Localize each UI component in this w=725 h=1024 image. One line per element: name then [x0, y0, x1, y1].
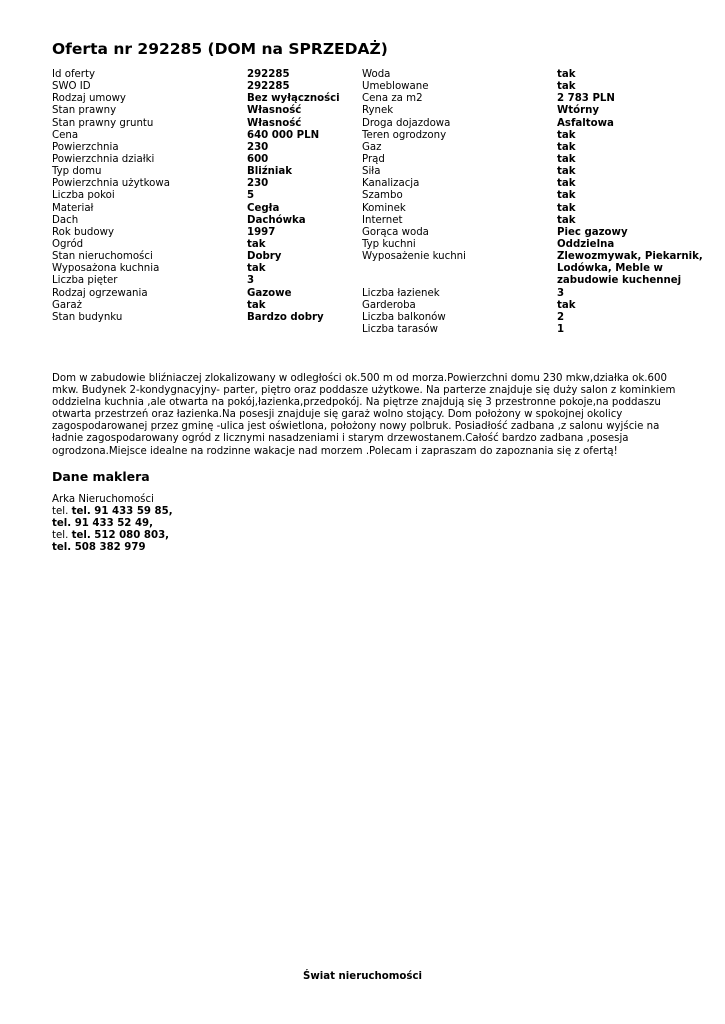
phone-prefix: tel. [52, 530, 69, 542]
field-label: Rok budowy [52, 226, 114, 238]
field-label: Gorąca woda [362, 226, 429, 238]
field-value: tak [557, 129, 576, 141]
field-value: Dobry [247, 251, 282, 263]
phone-number: tel. 91 433 59 85, [71, 506, 173, 518]
field-label: Stan nieruchomości [52, 251, 153, 263]
field-label: Szambo [362, 190, 403, 202]
field-label: Typ domu [52, 166, 102, 178]
field-value: tak [247, 238, 266, 250]
field-label: Garaż [52, 299, 82, 311]
field-value: 5 [247, 190, 255, 202]
field-label: Ogród [52, 238, 84, 250]
field-value: 640 000 PLN [247, 129, 320, 141]
field-label: Teren ogrodzony [362, 129, 447, 141]
field-value: tak [557, 214, 576, 226]
field-value: 230 [247, 141, 269, 153]
page-title: Oferta nr 292285 (DOM na SPRZEDAŻ) [52, 40, 388, 58]
field-label: Wyposażona kuchnia [52, 263, 160, 275]
field-label: Powierzchnia użytkowa [52, 178, 170, 190]
field-label: Woda [362, 69, 391, 80]
agent-contact [52, 494, 173, 554]
field-label: Cena za m2 [362, 93, 423, 105]
field-label: Kominek [362, 202, 406, 214]
phone-number: tel. 508 382 979 [52, 542, 146, 554]
field-value: 2 783 PLN [557, 93, 615, 105]
field-label: Liczba pięter [52, 275, 118, 287]
agent-phone-line [52, 530, 173, 542]
field-value: Asfaltowa [557, 117, 614, 129]
field-value: 2 [557, 311, 565, 323]
agent-section-heading: Dane maklera [52, 469, 150, 484]
field-value-kitchen-equipment: Zlewozmywak, Piekarnik, Lodówka, Meble w zabudowie kuchennej [557, 251, 703, 287]
field-label: Id oferty [52, 69, 96, 80]
field-value: tak [557, 190, 576, 202]
agent-phone-line [52, 542, 173, 554]
field-value: Oddzielna [557, 238, 615, 250]
field-label: Materiał [52, 202, 94, 214]
field-label: Stan budynku [52, 311, 123, 323]
field-value: tak [557, 153, 576, 165]
offer-description: Dom w zabudowie bliźniaczej zlokalizowany w odległości ok.500 m od morza.Powierzchni domu 230 mkw,działka ok.600 mkw. Budynek 2-kondygnacyjny- parter, piętro oraz poddasze użytkowe. Na parterze znajduje się duży salon z kominkiem oddzielna kuchnia ,ale otwarta na pokój,łazienka,przedpokój. Na piętrze znajdują się 3 przestronne pokoje,na poddaszu otwarta przestrzeń oraz łazienka.Na posesji znajduje się garaż wolno stojący. Dom położony w spokojnej okolicy zagospodarowanej przez gminę -ulica jest oświetlona, położony nowy polbruk. Posiadłość zadbana ,z salonu wyjście na ładnie zagospodarowany ogród z licznymi nasadzeniami i starym drzewostanem.Całość bardzo zadbana ,posesja ogrodzona.Miejsce idealne na rodzinne wakacje nad morzem .Polecam i zapraszam do zapoznania się z ofertą! [52, 373, 676, 457]
field-label: Umeblowane [362, 81, 429, 93]
phone-prefix: tel. [52, 506, 69, 518]
field-value: tak [557, 166, 576, 178]
field-label: Siła [362, 166, 381, 178]
field-value: 3 [247, 275, 255, 287]
phone-number: tel. 512 080 803, [71, 530, 170, 542]
field-label: Stan prawny [52, 105, 117, 117]
field-value: Piec gazowy [557, 226, 628, 238]
field-label: Liczba łazienek [362, 287, 440, 299]
field-value: 230 [247, 178, 269, 190]
agent-phone-line [52, 506, 173, 518]
field-value: 292285 [247, 69, 290, 80]
field-label: Typ kuchni [362, 238, 416, 250]
right-labels-column [362, 69, 552, 336]
field-value: Cegła [247, 202, 280, 214]
field-value: tak [557, 202, 576, 214]
field-label: Rodzaj umowy [52, 93, 126, 105]
field-label: Liczba pokoi [52, 190, 115, 202]
field-value: Bez wyłączności [247, 93, 340, 105]
field-label: Rodzaj ogrzewania [52, 287, 148, 299]
field-label: SWO ID [52, 81, 91, 93]
field-label: Dach [52, 214, 79, 226]
field-label: Cena [52, 129, 79, 141]
field-value: Dachówka [247, 214, 306, 226]
field-label: Liczba tarasów [362, 323, 438, 335]
field-label: Garderoba [362, 299, 416, 311]
field-label: Powierzchnia [52, 141, 119, 153]
agent-phone-line [52, 518, 173, 530]
field-value: Własność [247, 117, 302, 129]
field-label: Rynek [362, 105, 394, 117]
field-value: tak [557, 81, 576, 93]
field-value: 292285 [247, 81, 290, 93]
field-value: Bardzo dobry [247, 311, 324, 323]
right-values-column [557, 69, 722, 336]
field-value: tak [247, 299, 266, 311]
left-values-column [247, 69, 359, 324]
field-value: Bliźniak [247, 166, 293, 178]
field-value: 600 [247, 153, 269, 165]
field-label: Powierzchnia działki [52, 153, 155, 165]
field-value: 1 [557, 323, 565, 335]
field-label: Liczba balkonów [362, 311, 446, 323]
field-value: tak [557, 141, 576, 153]
phone-number: tel. 91 433 52 49, [52, 518, 153, 530]
field-label: Stan prawny gruntu [52, 117, 154, 129]
page-footer: Świat nieruchomości [303, 971, 422, 982]
field-label: Prąd [362, 153, 385, 165]
field-label: Gaz [362, 141, 382, 153]
field-value: tak [557, 299, 576, 311]
agent-company: Arka Nieruchomości [52, 494, 154, 505]
field-value: 3 [557, 287, 565, 299]
field-label: Droga dojazdowa [362, 117, 451, 129]
field-label: Wyposażenie kuchni [362, 251, 466, 263]
field-value: Gazowe [247, 287, 292, 299]
field-label: Kanalizacja [362, 178, 420, 190]
field-label: Internet [362, 214, 403, 226]
field-value: tak [557, 178, 576, 190]
field-value: Własność [247, 105, 302, 117]
field-value: Wtórny [557, 105, 600, 117]
field-value: tak [247, 263, 266, 275]
field-value: tak [557, 69, 576, 80]
field-value: 1997 [247, 226, 276, 238]
left-labels-column [52, 69, 242, 324]
